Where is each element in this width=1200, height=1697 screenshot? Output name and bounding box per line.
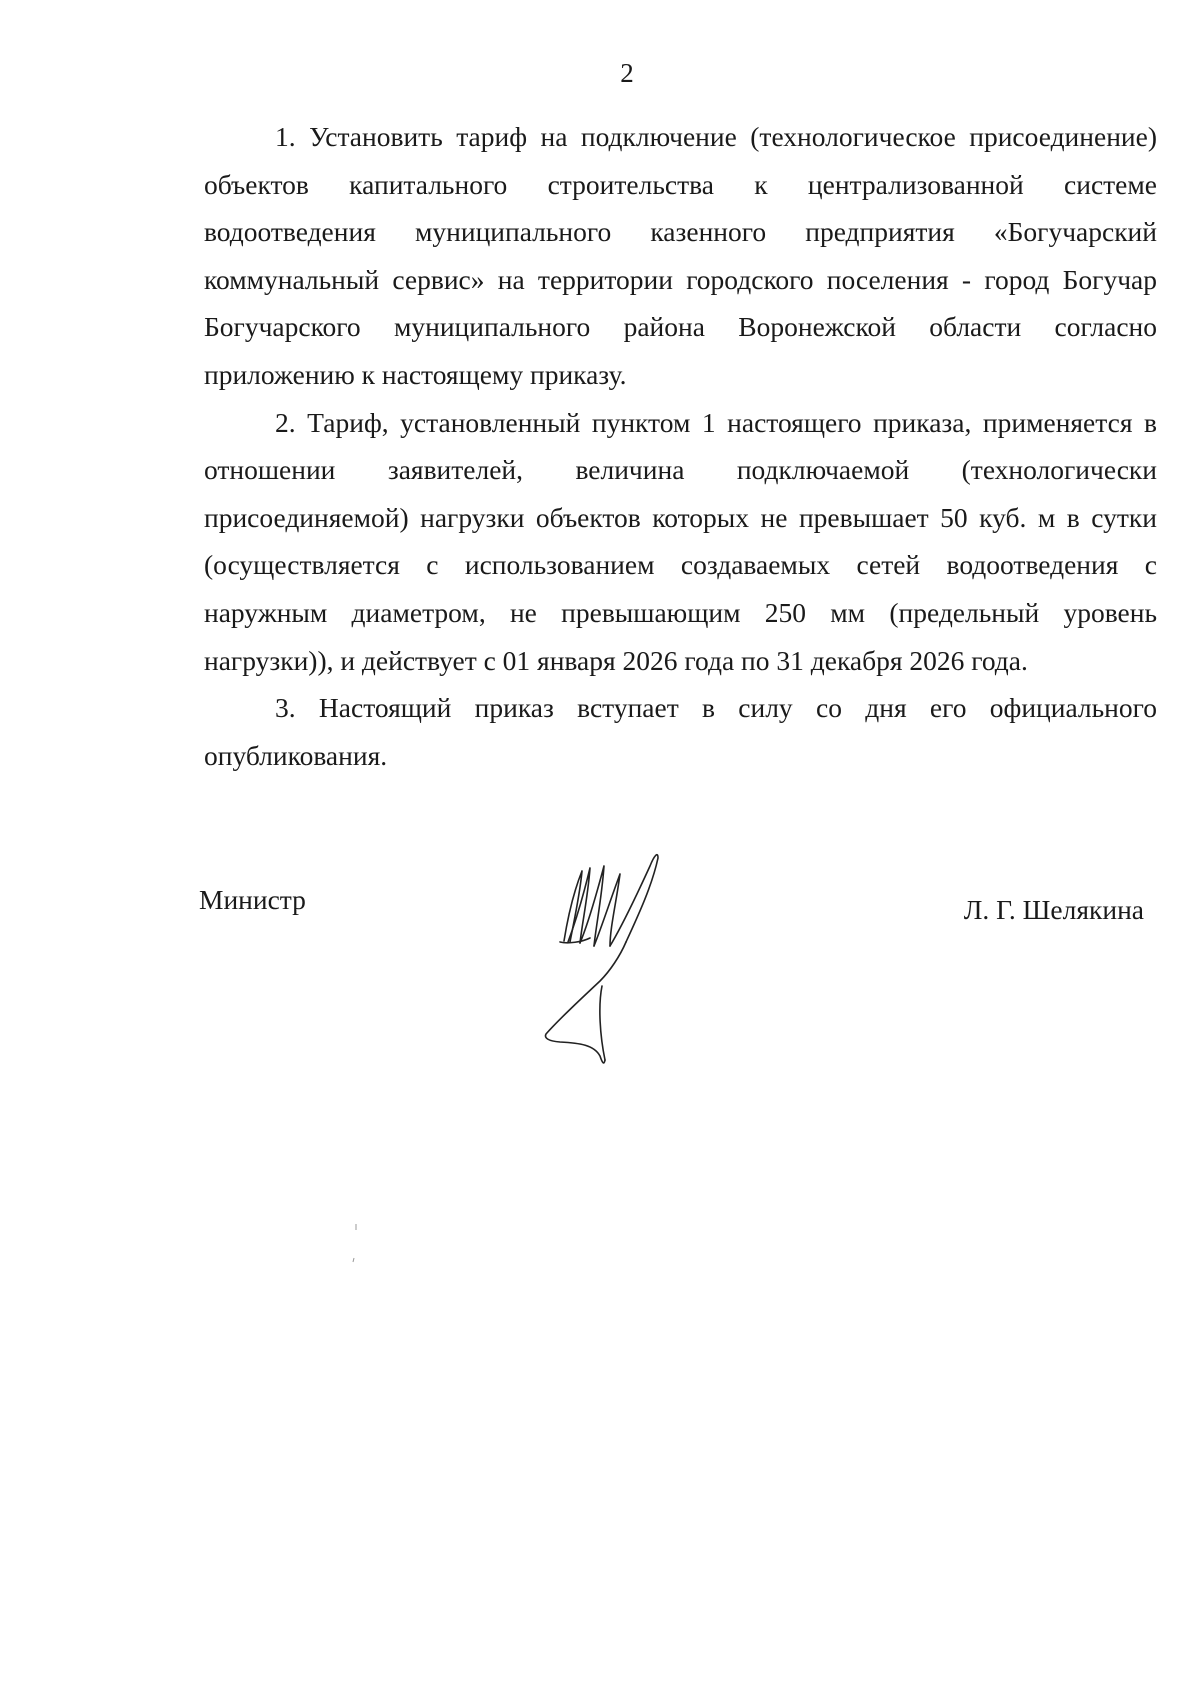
signer-name: Л. Г. Шелякина <box>963 894 1144 925</box>
paragraph-2: 2. Тариф, установленный пунктом 1 настоящего приказа, применяется в отношении заявителей, величина подключаемой (технологически присоединяемой) нагрузки объектов которых не превышает 50 куб. м в сутки (осуществляется с использованием создаваемых сетей водоотведения с наружным диаметром, не превышающим 250 мм (предельный уровень нагрузки)), и действует с 01 января 2026 года по 31 декабря 2026 года. <box>204 406 1157 676</box>
signature-block <box>0 880 1200 1080</box>
paragraph-3: 3. Настоящий приказ вступает в силу со дня его официального опубликования. <box>204 692 1157 771</box>
signer-title: Министр <box>199 884 306 915</box>
handwritten-signature <box>530 846 710 1066</box>
paragraph-1: 1. Установить тариф на подключение (технологическое присоединение) объектов капитального строительства к централизованной системе водоотведения муниципального казенного предприятия «Богучарский коммунальный сервис» на территории городского поселения - город Богучар Богучарского муниципального района Воронежской области согласно приложению к настоящему приказу. <box>204 121 1157 390</box>
page-number: 2 <box>620 58 634 88</box>
scan-specks <box>350 1220 390 1290</box>
document-body <box>204 113 1157 779</box>
